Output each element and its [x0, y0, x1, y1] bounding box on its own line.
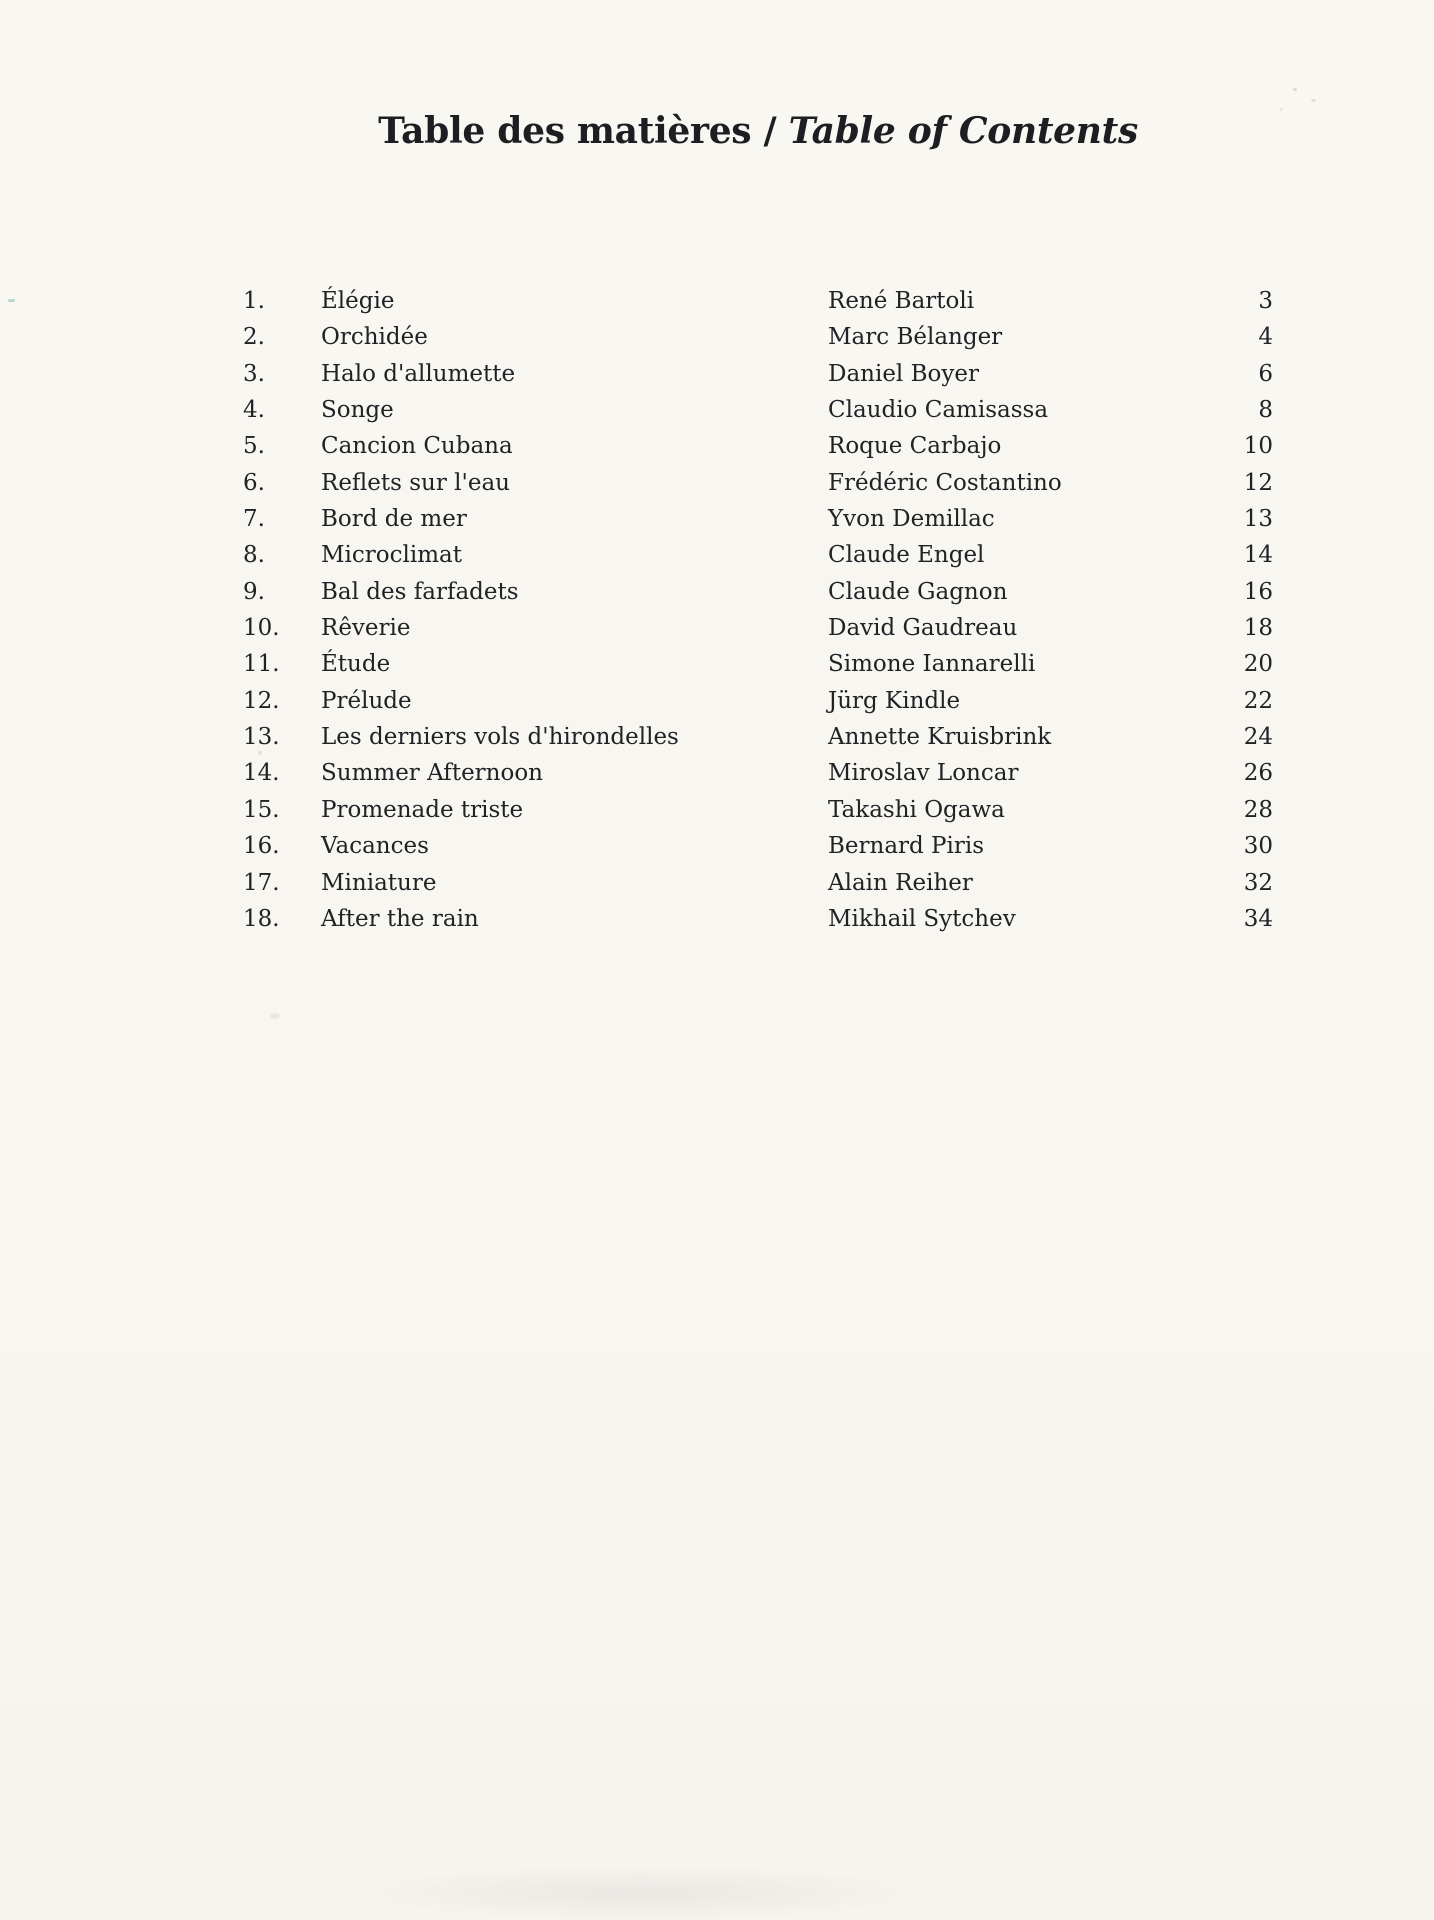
- entry-page: 16: [1243, 578, 1273, 605]
- entry-number: 4.: [243, 397, 265, 424]
- entry-page: 32: [1243, 869, 1273, 896]
- page-title: [243, 110, 1273, 152]
- entry-number: 17.: [243, 869, 280, 896]
- entry-title: After the rain: [321, 905, 479, 932]
- entry-page: 34: [1243, 905, 1273, 932]
- page-title-english: Table of Contents: [788, 110, 1138, 152]
- entry-number: 2.: [243, 324, 265, 351]
- entry-title: Élégie: [321, 288, 395, 314]
- page-title-separator: /: [751, 110, 789, 152]
- entry-composer: David Gaudreau: [828, 615, 1018, 642]
- entry-title: Summer Afternoon: [321, 760, 543, 787]
- paper-speck: [270, 1013, 280, 1019]
- toc-row: [243, 356, 1273, 392]
- entry-composer: Daniel Boyer: [828, 360, 979, 387]
- entry-composer: Claude Gagnon: [828, 578, 1008, 605]
- entry-title: Promenade triste: [321, 796, 524, 823]
- entry-composer: Annette Kruisbrink: [828, 724, 1052, 751]
- toc-row: [243, 428, 1273, 464]
- entry-page: 10: [1243, 433, 1273, 460]
- toc-row: [243, 501, 1273, 537]
- entry-title: Orchidée: [321, 324, 428, 351]
- entry-page: 3: [1258, 288, 1273, 314]
- entry-page: 28: [1243, 796, 1273, 823]
- entry-title: Bord de mer: [321, 506, 467, 533]
- entry-number: 12.: [243, 687, 280, 714]
- toc-row: [243, 901, 1273, 937]
- entry-composer: Claudio Camisassa: [828, 397, 1049, 424]
- paper-speck: [1293, 88, 1297, 91]
- entry-title: Prélude: [321, 687, 412, 714]
- entry-number: 9.: [243, 578, 265, 605]
- entry-page: 26: [1243, 760, 1273, 787]
- entry-number: 6.: [243, 469, 265, 496]
- entry-title: Vacances: [321, 833, 429, 860]
- entry-number: 8.: [243, 542, 265, 569]
- entry-page: 22: [1243, 687, 1273, 714]
- entry-title: Reflets sur l'eau: [321, 469, 510, 496]
- entry-title: Songe: [321, 397, 394, 424]
- entry-composer: Mikhail Sytchev: [828, 905, 1016, 932]
- entry-title: Les derniers vols d'hirondelles: [321, 724, 679, 751]
- entry-number: 13.: [243, 724, 280, 751]
- entry-composer: René Bartoli: [828, 288, 975, 314]
- entry-number: 3.: [243, 360, 265, 387]
- entry-page: 30: [1243, 833, 1273, 860]
- entry-title: Miniature: [321, 869, 437, 896]
- entry-title: Étude: [321, 651, 391, 678]
- toc-row: [243, 865, 1273, 901]
- entry-title: Microclimat: [321, 542, 462, 569]
- toc-row: [243, 792, 1273, 828]
- entry-number: 11.: [243, 651, 280, 678]
- entry-title: Cancion Cubana: [321, 433, 513, 460]
- toc-row: [243, 319, 1273, 355]
- entry-composer: Marc Bélanger: [828, 324, 1003, 351]
- entry-number: 14.: [243, 760, 280, 787]
- toc-row: [243, 610, 1273, 646]
- toc-row: [243, 465, 1273, 501]
- entry-title: Halo d'allumette: [321, 360, 516, 387]
- entry-page: 4: [1258, 324, 1273, 351]
- toc-row: [243, 755, 1273, 791]
- entry-composer: Bernard Piris: [828, 833, 985, 860]
- entry-composer: Roque Carbajo: [828, 433, 1002, 460]
- paper-speck: [1311, 99, 1316, 102]
- paper-speck: [1280, 108, 1283, 111]
- entry-page: 12: [1243, 469, 1273, 496]
- entry-number: 16.: [243, 833, 280, 860]
- entry-composer: Jürg Kindle: [828, 687, 961, 714]
- entry-composer: Simone Iannarelli: [828, 651, 1036, 678]
- entry-number: 18.: [243, 905, 280, 932]
- entry-page: 18: [1243, 615, 1273, 642]
- entry-composer: Claude Engel: [828, 542, 985, 569]
- entry-number: 5.: [243, 433, 265, 460]
- entry-composer: Miroslav Loncar: [828, 760, 1019, 787]
- entry-composer: Takashi Ogawa: [828, 796, 1005, 823]
- entry-composer: Frédéric Costantino: [828, 469, 1062, 496]
- entry-title: Rêverie: [321, 615, 411, 642]
- toc-list: [243, 283, 1273, 937]
- entry-title: Bal des farfadets: [321, 578, 519, 605]
- entry-page: 6: [1258, 360, 1273, 387]
- page-title-french: Table des matières: [378, 110, 752, 152]
- entry-number: 15.: [243, 796, 280, 823]
- entry-composer: Alain Reiher: [828, 869, 973, 896]
- toc-row: [243, 828, 1273, 864]
- toc-row: [243, 683, 1273, 719]
- toc-row: [243, 719, 1273, 755]
- toc-row: [243, 646, 1273, 682]
- entry-page: 20: [1243, 651, 1273, 678]
- toc-row: [243, 574, 1273, 610]
- entry-number: 7.: [243, 506, 265, 533]
- entry-number: 10.: [243, 615, 280, 642]
- toc-row: [243, 392, 1273, 428]
- entry-composer: Yvon Demillac: [828, 506, 995, 533]
- toc-row: [243, 283, 1273, 319]
- toc-row: [243, 537, 1273, 573]
- entry-page: 24: [1243, 724, 1273, 751]
- paper-speck: [8, 299, 15, 302]
- entry-page: 8: [1258, 397, 1273, 424]
- entry-number: 1.: [243, 288, 265, 314]
- entry-page: 13: [1243, 506, 1273, 533]
- entry-page: 14: [1243, 542, 1273, 569]
